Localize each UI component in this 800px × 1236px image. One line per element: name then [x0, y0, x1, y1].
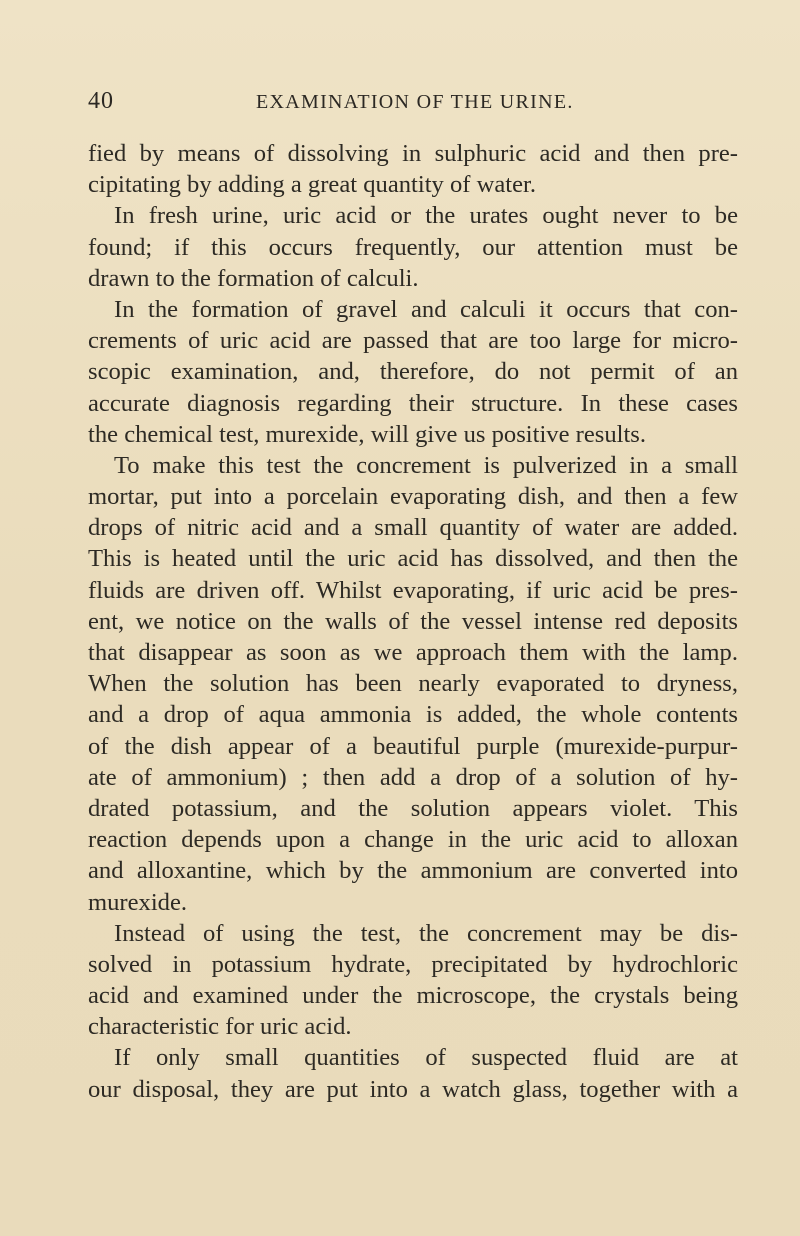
text-line: ent, we notice on the walls of the vessel intense red deposits — [88, 607, 738, 635]
text-line: murexide. — [88, 888, 188, 916]
text-line: reaction depends upon a change in the uric acid to alloxan — [88, 826, 738, 854]
text-line: crements of uric acid are passed that are too large for micro- — [88, 327, 738, 355]
text-line: drated potassium, and the solution appears violet. This — [88, 794, 738, 822]
text-line: characteristic for uric acid. — [88, 1013, 352, 1041]
text-line: accurate diagnosis regarding their structure. In these cases — [88, 389, 738, 417]
text-line: ate of ammonium) ; then add a drop of a solution of hy- — [88, 763, 738, 791]
page-header — [88, 88, 728, 122]
text-line: cipitating by adding a great quantity of water. — [88, 171, 537, 199]
text-line: scopic examination, and, therefore, do not permit of an — [88, 358, 738, 386]
body-text — [88, 138, 738, 1105]
text-line: of the dish appear of a beautiful purple (murexide-purpur- — [88, 732, 738, 760]
text-line: and a drop of aqua ammonia is added, the whole contents — [88, 701, 738, 729]
text-line: fied by means of dissolving in sulphuric acid and then pre- — [88, 140, 738, 167]
text-line: solved in potassium hydrate, precipitated by hydrochloric — [88, 950, 738, 978]
text-line: and alloxantine, which by the ammonium are converted into — [88, 857, 738, 885]
text-line: In fresh urine, uric acid or the urates ought never to be — [114, 202, 738, 230]
text-line: fluids are driven off. Whilst evaporating, if uric acid be pres- — [88, 576, 738, 604]
text-line: mortar, put into a porcelain evaporating dish, and then a few — [88, 483, 738, 511]
text-line: that disappear as soon as we approach them with the lamp. — [88, 639, 738, 666]
text-line: This is heated until the uric acid has dissolved, and then the — [88, 545, 738, 573]
text-line: When the solution has been nearly evaporated to dryness, — [88, 670, 738, 698]
text-line: If only small quantities of suspected fluid are at — [114, 1044, 738, 1072]
text-line: our disposal, they are put into a watch glass, together with a — [88, 1075, 738, 1103]
running-title: EXAMINATION OF THE URINE. — [256, 91, 574, 113]
text-line: In the formation of gravel and calculi it occurs that con- — [114, 295, 738, 323]
text-line: drawn to the formation of calculi. — [88, 264, 419, 292]
text-line: acid and examined under the microscope, the crystals being — [88, 982, 738, 1010]
page-number: 40 — [88, 88, 114, 114]
text-line: the chemical test, murexide, will give us positive results. — [88, 420, 647, 448]
text-line: drops of nitric acid and a small quantity of water are added. — [88, 514, 738, 542]
text-line: To make this test the concrement is pulverized in a small — [114, 451, 738, 479]
text-line: found; if this occurs frequently, our attention must be — [88, 233, 738, 261]
text-line: Instead of using the test, the concrement may be dis- — [114, 919, 738, 947]
